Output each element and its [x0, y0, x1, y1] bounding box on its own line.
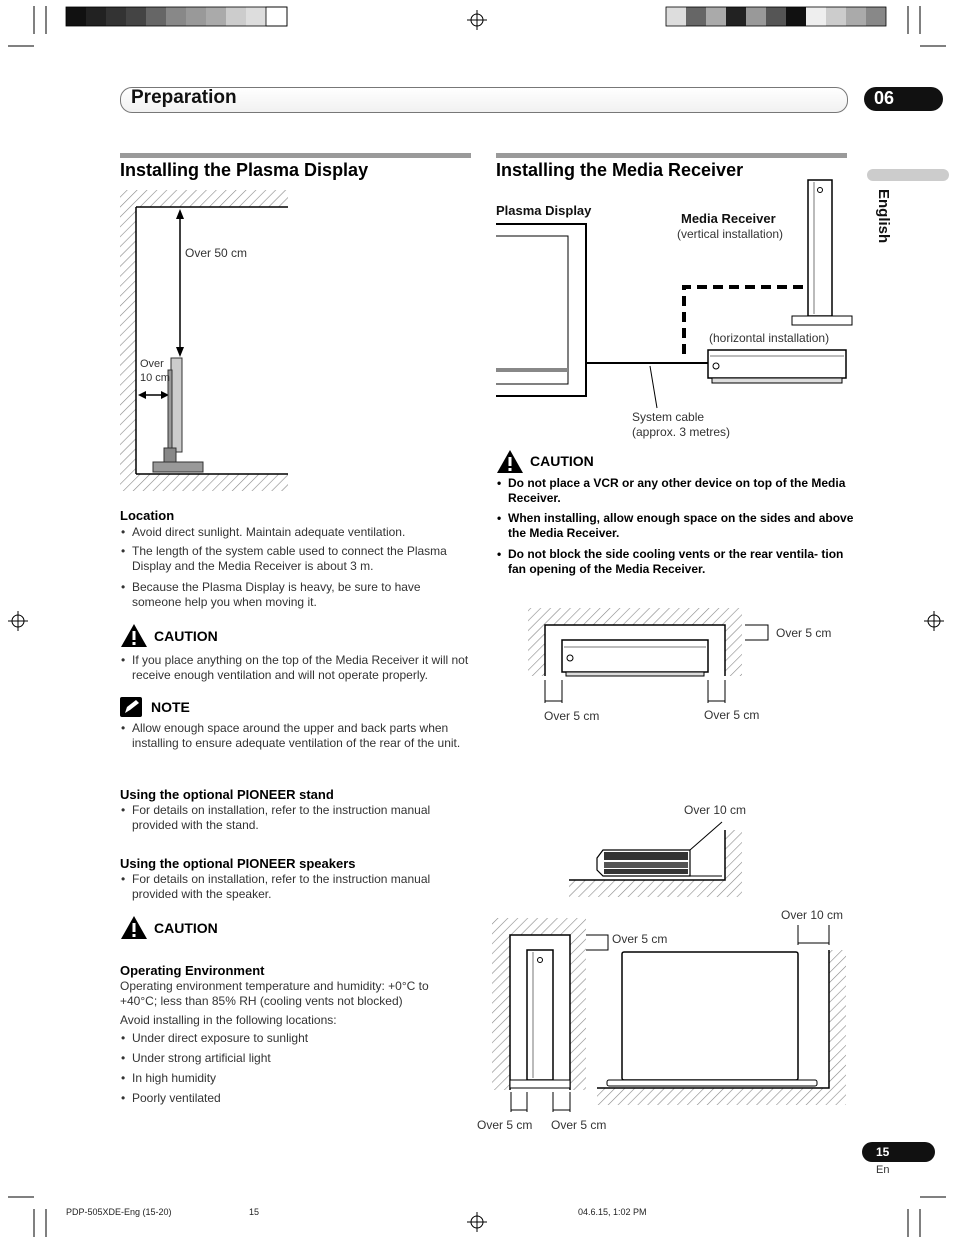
- location-bullet: • Avoid direct sunlight. Maintain adequate ventilation.: [120, 525, 477, 540]
- caution-bullet: • Do not place a VCR or any other device on top of the Media Receiver.: [496, 476, 853, 506]
- environment-bullet: • Poorly ventilated: [120, 1091, 477, 1106]
- location-bullet: • Because the Plasma Display is heavy, be sure to have someone help you when moving it.: [120, 580, 472, 610]
- location-bullet: • The length of the system cable used to connect the Plasma Display and the Media Receiver is about 3 m.: [120, 544, 477, 574]
- stand-heading: Using the optional PIONEER stand: [120, 787, 334, 802]
- caution-label: CAUTION: [154, 628, 218, 644]
- horizontal-installation-label: (horizontal installation): [709, 331, 830, 345]
- note-bullet: • Allow enough space around the upper and back parts when installing to ensure adequate ventilation of the rear of the unit.: [120, 721, 487, 751]
- environment-heading: Operating Environment: [120, 963, 265, 978]
- chapter-number: 06: [874, 88, 895, 108]
- language-tab: English: [875, 189, 892, 244]
- over-5-left-label: Over 5 cm: [477, 1118, 533, 1132]
- system-cable-length-label: (approx. 3 metres): [632, 425, 731, 439]
- over-50-label: Over 50 cm: [185, 246, 248, 260]
- over-10-rear-label: Over 10 cm: [781, 908, 844, 922]
- language-code: En: [876, 1164, 890, 1176]
- caution-bullet: • If you place anything on the top of the Media Receiver it will not receive enough ventilation and will not operate properly.: [120, 653, 487, 683]
- footer-file-name: PDP-505XDE-Eng (15-20): [66, 1207, 172, 1217]
- media-receiver-label: Media Receiver: [681, 211, 776, 226]
- section-title: Preparation: [131, 87, 237, 108]
- over-10-label-line1: Over: [140, 358, 164, 370]
- environment-bullet: • Under direct exposure to sunlight: [120, 1031, 477, 1046]
- speakers-bullet: • For details on installation, refer to the instruction manual provided with the speaker.: [120, 872, 477, 902]
- over-10-rear-label: Over 10 cm: [684, 803, 747, 817]
- environment-paragraph: Operating environment temperature and humidity: +0°C to +40°C; less than 85% RH (cooling vents not blocked): [120, 979, 429, 1008]
- left-section-title: Installing the Plasma Display: [120, 160, 369, 180]
- over-10-label-line2: 10 cm: [140, 372, 170, 384]
- over-5-top-label: Over 5 cm: [776, 626, 832, 640]
- caution-label: CAUTION: [154, 920, 218, 936]
- speakers-heading: Using the optional PIONEER speakers: [120, 856, 356, 871]
- vertical-installation-label: (vertical installation): [677, 227, 784, 241]
- over-5-right-label: Over 5 cm: [551, 1118, 607, 1132]
- over-5-right-label: Over 5 cm: [704, 708, 760, 722]
- plasma-display-label: Plasma Display: [496, 203, 592, 218]
- page-number-badge: [862, 1142, 935, 1162]
- environment-paragraph: Avoid installing in the following locations:: [120, 1013, 337, 1027]
- environment-bullet: • Under strong artificial light: [120, 1051, 477, 1066]
- caution-label: CAUTION: [530, 453, 594, 469]
- location-heading: Location: [120, 508, 175, 523]
- stand-bullet: • For details on installation, refer to the instruction manual provided with the stand.: [120, 803, 477, 833]
- caution-bullet: • When installing, allow enough space on the sides and above the Media Receiver.: [496, 511, 858, 541]
- system-cable-label: System cable: [632, 410, 705, 424]
- footer-date: 04.6.15, 1:02 PM: [578, 1207, 647, 1217]
- caution-bullet: • Do not block the side cooling vents or the rear ventila- tion fan opening of the Media Receiver.: [496, 547, 863, 577]
- note-label: NOTE: [151, 699, 190, 715]
- over-5-left-label: Over 5 cm: [544, 709, 600, 723]
- environment-bullet: • In high humidity: [120, 1071, 477, 1086]
- footer-sheet-number: 15: [249, 1207, 260, 1217]
- over-5-top-label: Over 5 cm: [612, 932, 668, 946]
- page-number: 15: [876, 1145, 890, 1159]
- right-section-title: Installing the Media Receiver: [496, 160, 744, 180]
